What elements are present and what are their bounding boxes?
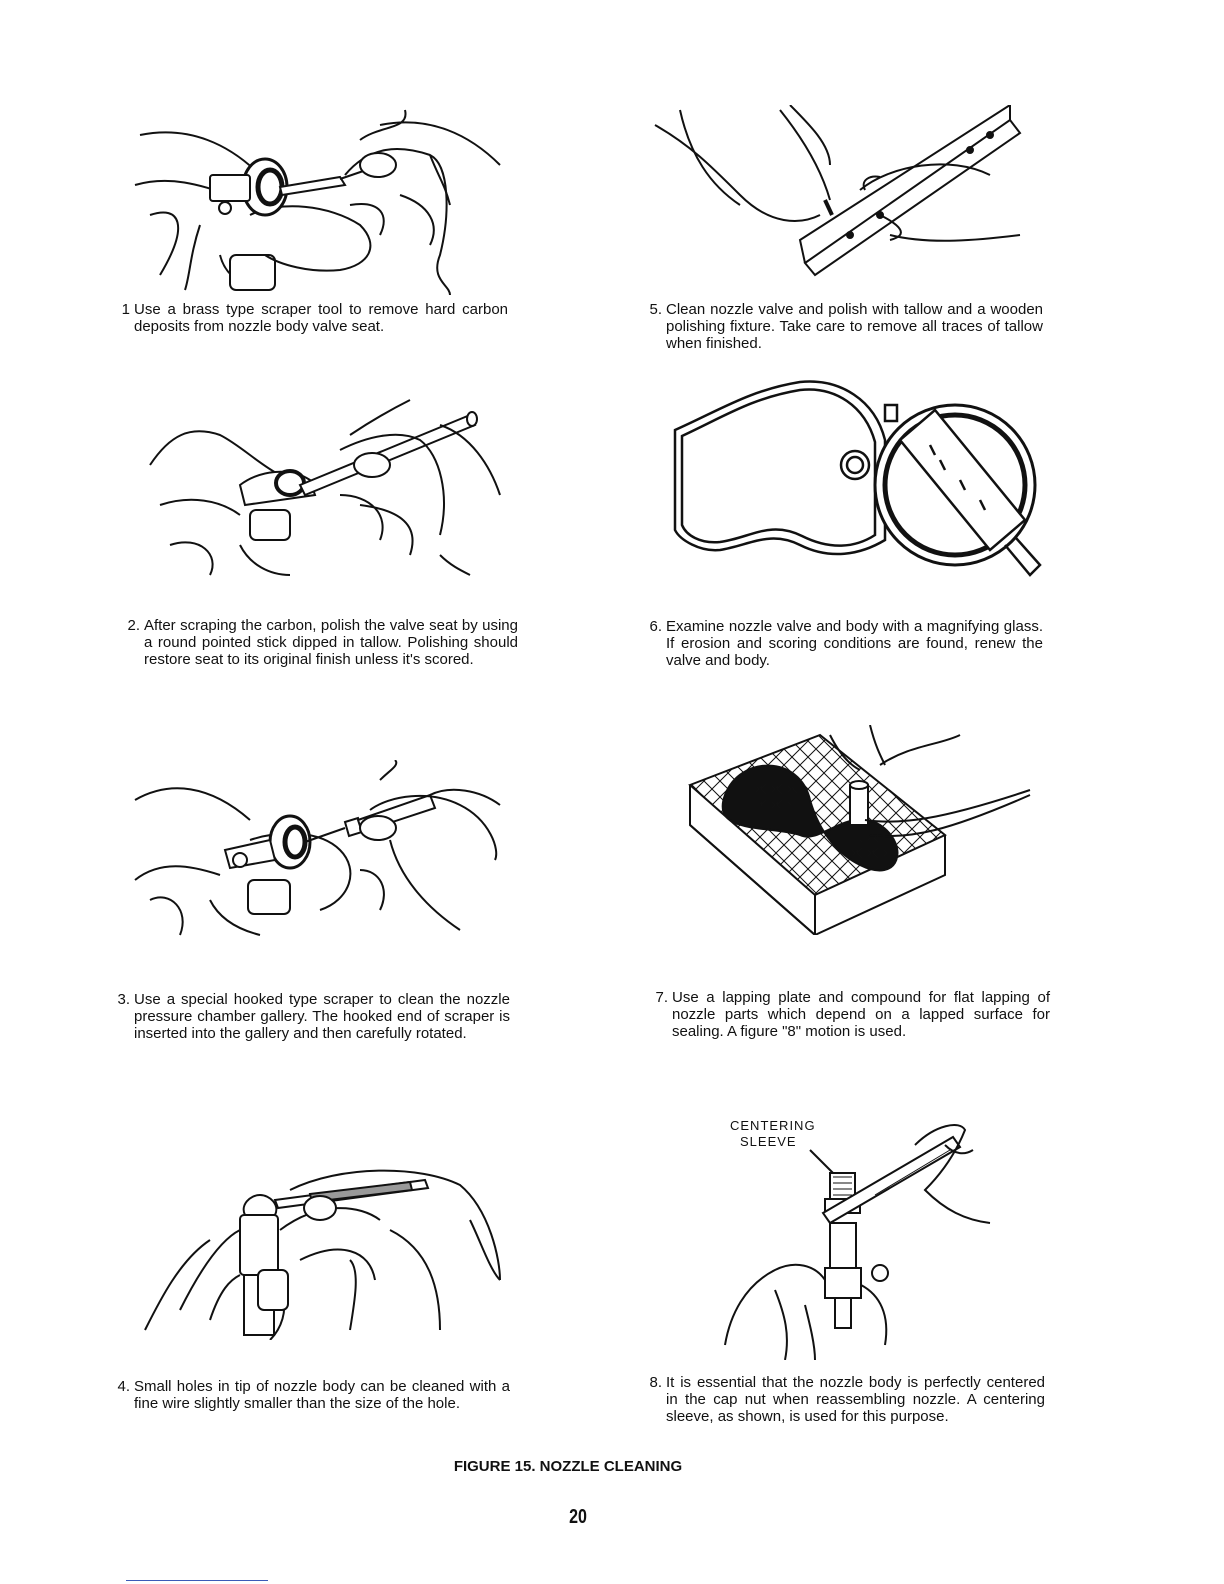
illustration-polishing-fixture [650, 105, 1030, 280]
centering-sleeve-label-line2: SLEEVE [740, 1134, 797, 1149]
page-number: 20 [569, 1506, 587, 1528]
centering-sleeve-label-line1: CENTERING [730, 1118, 816, 1133]
step-3-caption [108, 991, 510, 1063]
step-number: 1 [121, 301, 130, 318]
illustration-polishing-stick [140, 395, 540, 580]
step-text: Use a special hooked type scraper to clean the nozzle pressure chamber gallery. The hooked end of scraper is inserted into the gallery and then carefully rotated. [134, 991, 510, 1042]
step-1-caption [108, 301, 508, 341]
step-text: Examine nozzle valve and body with a magnifying glass. If erosion and scoring conditions are found, renew the valve and body. [666, 618, 1043, 669]
step-text: After scraping the carbon, polish the valve seat by using a round pointed stick dipped in tallow. Polishing should restore seat to its original finish unless it's scored. [144, 617, 518, 668]
illustration-centering-sleeve [715, 1115, 1005, 1360]
illustration-hooked-scraper [130, 760, 510, 940]
step-6-caption [640, 618, 1043, 673]
step-number: 8. [649, 1374, 662, 1391]
illustration-lapping-plate [680, 725, 1040, 935]
footer-rule [126, 1580, 268, 1581]
illustration-scraper-tool [130, 105, 510, 295]
figure-title: FIGURE 15. NOZZLE CLEANING [453, 1458, 683, 1475]
illustration-magnifying-glass [660, 370, 1045, 590]
step-2-caption [118, 617, 518, 689]
step-text: Clean nozzle valve and polish with tallow and a wooden polishing fixture. Take care to remove all traces of tallow when finished. [666, 301, 1043, 352]
step-number: 5. [649, 301, 662, 318]
step-number: 3. [117, 991, 130, 1008]
step-8-caption [640, 1374, 1045, 1446]
step-number: 4. [117, 1378, 130, 1395]
step-text: Small holes in tip of nozzle body can be cleaned with a fine wire slightly smaller than the size of the hole. [134, 1378, 510, 1412]
step-number: 7. [655, 989, 668, 1006]
step-text: Use a lapping plate and compound for flat lapping of nozzle parts which depend on a lapped surface for sealing. A figure "8" motion is used. [672, 989, 1050, 1040]
step-number: 2. [127, 617, 140, 634]
step-4-caption [108, 1378, 510, 1433]
illustration-fine-wire [140, 1160, 510, 1340]
step-7-caption [646, 989, 1050, 1044]
step-number: 6. [649, 618, 662, 635]
step-5-caption [640, 301, 1043, 356]
step-text: It is essential that the nozzle body is perfectly centered in the cap nut when reassembling nozzle. A centering sleeve, as shown, is used for this purpose. [666, 1374, 1045, 1425]
step-text: Use a brass type scraper tool to remove hard carbon deposits from nozzle body valve seat. [134, 301, 508, 335]
